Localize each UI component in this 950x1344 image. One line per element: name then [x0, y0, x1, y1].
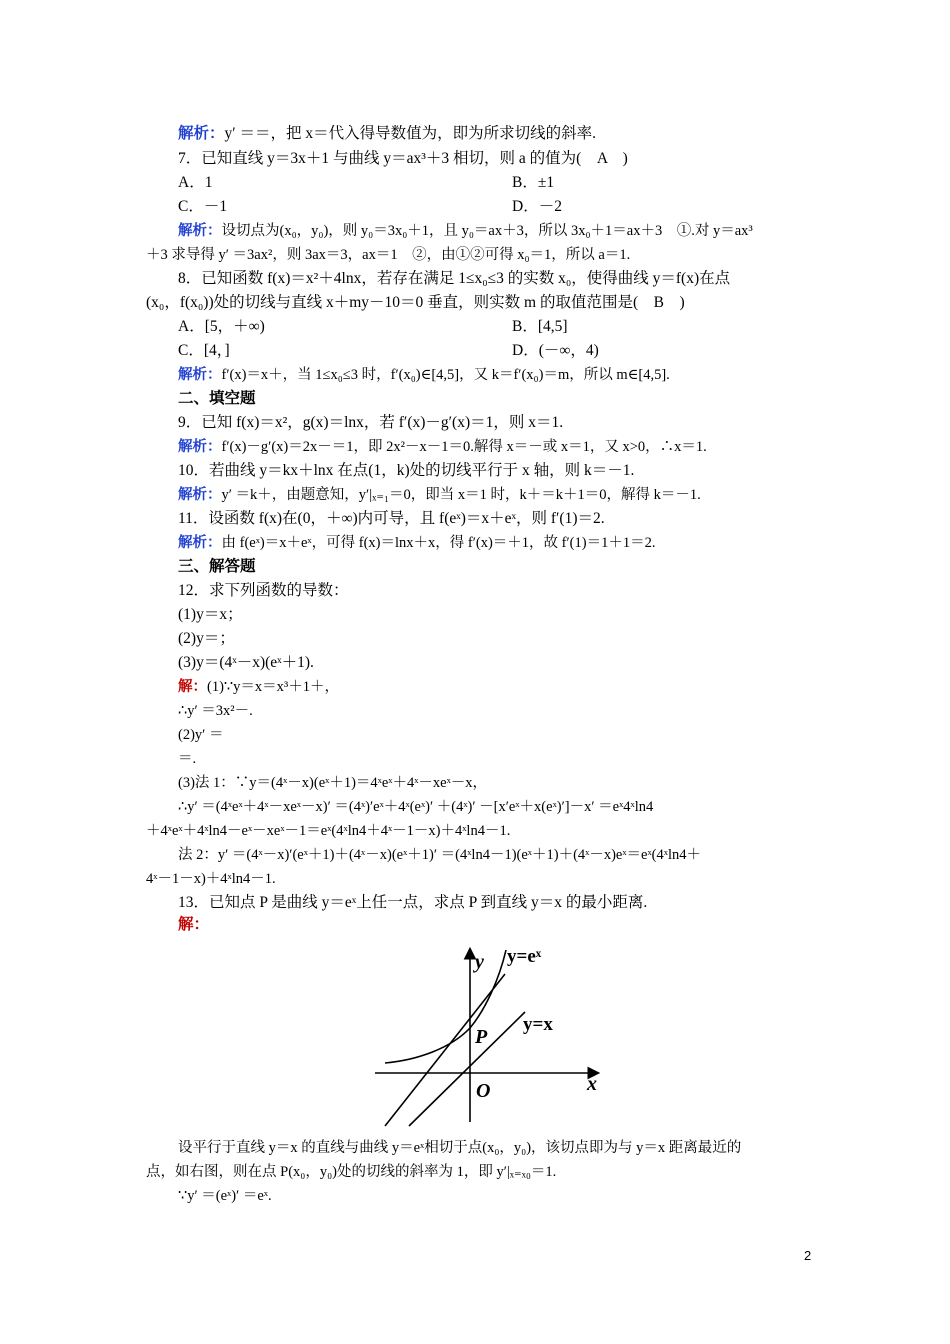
point-p-label: P [475, 1026, 488, 1048]
solution-12-3-method1: (3)法 1：∵y＝(4ˣ－x)(eˣ＋1)＝4ˣeˣ＋4ˣ－xeˣ－x， [178, 775, 488, 791]
exp-tangent-figure [373, 940, 613, 1130]
question-10: 10．若曲线 y＝kx＋lnx 在点(1，k)处的切线平行于 x 轴，则 k＝－1. [178, 462, 635, 479]
solution-13-text: 设平行于直线 y＝x 的直线与曲线 y＝eˣ相切于点(x₀，y₀)，该切点即为与 y＝x 距离最近的 [178, 1140, 742, 1156]
solution-12-1-result: ∴y′ ＝3x²－. [178, 703, 253, 719]
answer-explanation-7: 解析：设切点为(x₀，y₀)，则 y₀＝3x₀＋1，且 y₀＝ax＋3，所以 3x₀＋1＝ax＋3 ①.对 y＝ax³ [178, 223, 753, 239]
question-12-part2: (2)y＝； [178, 630, 235, 647]
option-7c: C．－1 [178, 198, 228, 215]
question-12-part3: (3)y＝(4ˣ－x)(eˣ＋1). [178, 654, 314, 671]
origin-label: O [476, 1080, 491, 1102]
option-8a: A．[5，＋∞) [178, 318, 265, 335]
solution-12-3-method2-cont: 4ˣ－1－x)＋4ˣln4－1. [146, 871, 276, 887]
solution-12-2: (2)y′ ＝ [178, 727, 224, 743]
solution-12-1: 解：(1)∵y＝x＝x³＋1＋， [178, 679, 339, 695]
answer-explanation-6: 解析：y′ ＝＝，把 x＝代入得导数值为，即为所求切线的斜率. [178, 125, 597, 142]
question-12: 12．求下列函数的导数： [178, 582, 349, 599]
answer-explanation-8: 解析：f′(x)＝x＋，当 1≤x₀≤3 时，f′(x₀)∈[4,5]，又 k＝f′(x₀)＝m，所以 m∈[4,5]. [178, 367, 670, 383]
identity-line [409, 1012, 525, 1126]
solution-12-3-method1-derivative: ∴y′ ＝(4ˣeˣ＋4ˣ－xeˣ－x)′ ＝(4ˣ)′eˣ＋4ˣ(eˣ)′ ＋(4ˣ)′ －[x′eˣ＋x(eˣ)′]－x′ ＝eˣ4ˣln4 [178, 799, 654, 815]
option-7d: D．－2 [512, 198, 562, 215]
question-8-cont: (x₀，f(x₀))处的切线与直线 x＋my－10＝0 垂直，则实数 m 的取值范围是( B ) [146, 294, 685, 311]
question-13: 13．已知点 P 是曲线 y＝eˣ上任一点，求点 P 到直线 y＝x 的最小距离. [178, 894, 648, 911]
page-number: 2 [804, 1248, 812, 1263]
y-axis-label: y [475, 951, 484, 973]
question-8: 8．已知函数 f(x)＝x²＋4lnx，若存在满足 1≤x₀≤3 的实数 x₀，使得曲线 y＝f(x)在点 [178, 270, 731, 287]
solution-13-derivative: ∵y′ ＝(eˣ)′ ＝eˣ. [178, 1188, 272, 1204]
solution-12-3-method2: 法 2：y′ ＝(4ˣ－x)′(eˣ＋1)＋(4ˣ－x)(eˣ＋1)′ ＝(4ˣln4－1)(eˣ＋1)＋(4ˣ－x)eˣ＝eˣ(4ˣln4＋ [178, 847, 701, 863]
answer-explanation-11: 解析：由 f(eˣ)＝x＋eˣ，可得 f(x)＝lnx＋x，得 f′(x)＝＋1，故 f′(1)＝1＋1＝2. [178, 535, 656, 551]
section-solve: 三、解答题 [178, 558, 256, 575]
solution-13-label: 解： [178, 916, 210, 933]
x-axis-label: x [587, 1073, 597, 1095]
question-12-part1: (1)y＝x； [178, 606, 243, 623]
answer-explanation-9: 解析：f′(x)－g′(x)＝2x－＝1，即 2x²－x－1＝0.解得 x＝－或 x＝1，又 x>0，∴x＝1. [178, 439, 707, 455]
question-9: 9．已知 f(x)＝x²，g(x)＝lnx，若 f′(x)－g′(x)＝1，则 x＝1. [178, 414, 564, 431]
section-fill-in: 二、填空题 [178, 390, 256, 407]
option-8c: C．[4，] [178, 342, 230, 359]
option-8d: D．(－∞，4) [512, 342, 599, 359]
option-8b: B．[4,5] [512, 318, 568, 335]
solution-12-3-method1-cont: ＋4ˣeˣ＋4ˣln4－eˣ－xeˣ－1＝eˣ(4ˣln4＋4ˣ－1－x)＋4ˣln4－1. [146, 823, 511, 839]
question-11: 11．设函数 f(x)在(0，＋∞)内可导，且 f(eˣ)＝x＋eˣ，则 f′(1)＝2. [178, 510, 605, 527]
solution-12-2-result: ＝. [178, 751, 197, 767]
curve-label: y=eˣ [507, 946, 542, 967]
exp-curve [385, 950, 506, 1063]
answer-explanation-7-cont: ＋3 求导得 y′ ＝3ax²，则 3ax＝3，ax＝1 ②，由①②可得 x₀＝1，所以 a＝1. [146, 247, 631, 263]
question-7: 7．已知直线 y＝3x＋1 与曲线 y＝ax³＋3 相切，则 a 的值为( A ) [178, 150, 628, 167]
solution-13-text-cont: 点，如右图，则在点 P(x₀，y₀)处的切线的斜率为 1，即 y′|ₓ₌ₓ₀＝1. [146, 1164, 557, 1180]
option-7a: A．1 [178, 174, 213, 191]
answer-explanation-10: 解析：y′ ＝k＋，由题意知，y′|ₓ₌₁＝0，即当 x＝1 时，k＋＝k＋1＝0，解得 k＝－1. [178, 487, 701, 503]
option-7b: B．±1 [512, 174, 555, 191]
line-label: y=x [523, 1014, 553, 1035]
